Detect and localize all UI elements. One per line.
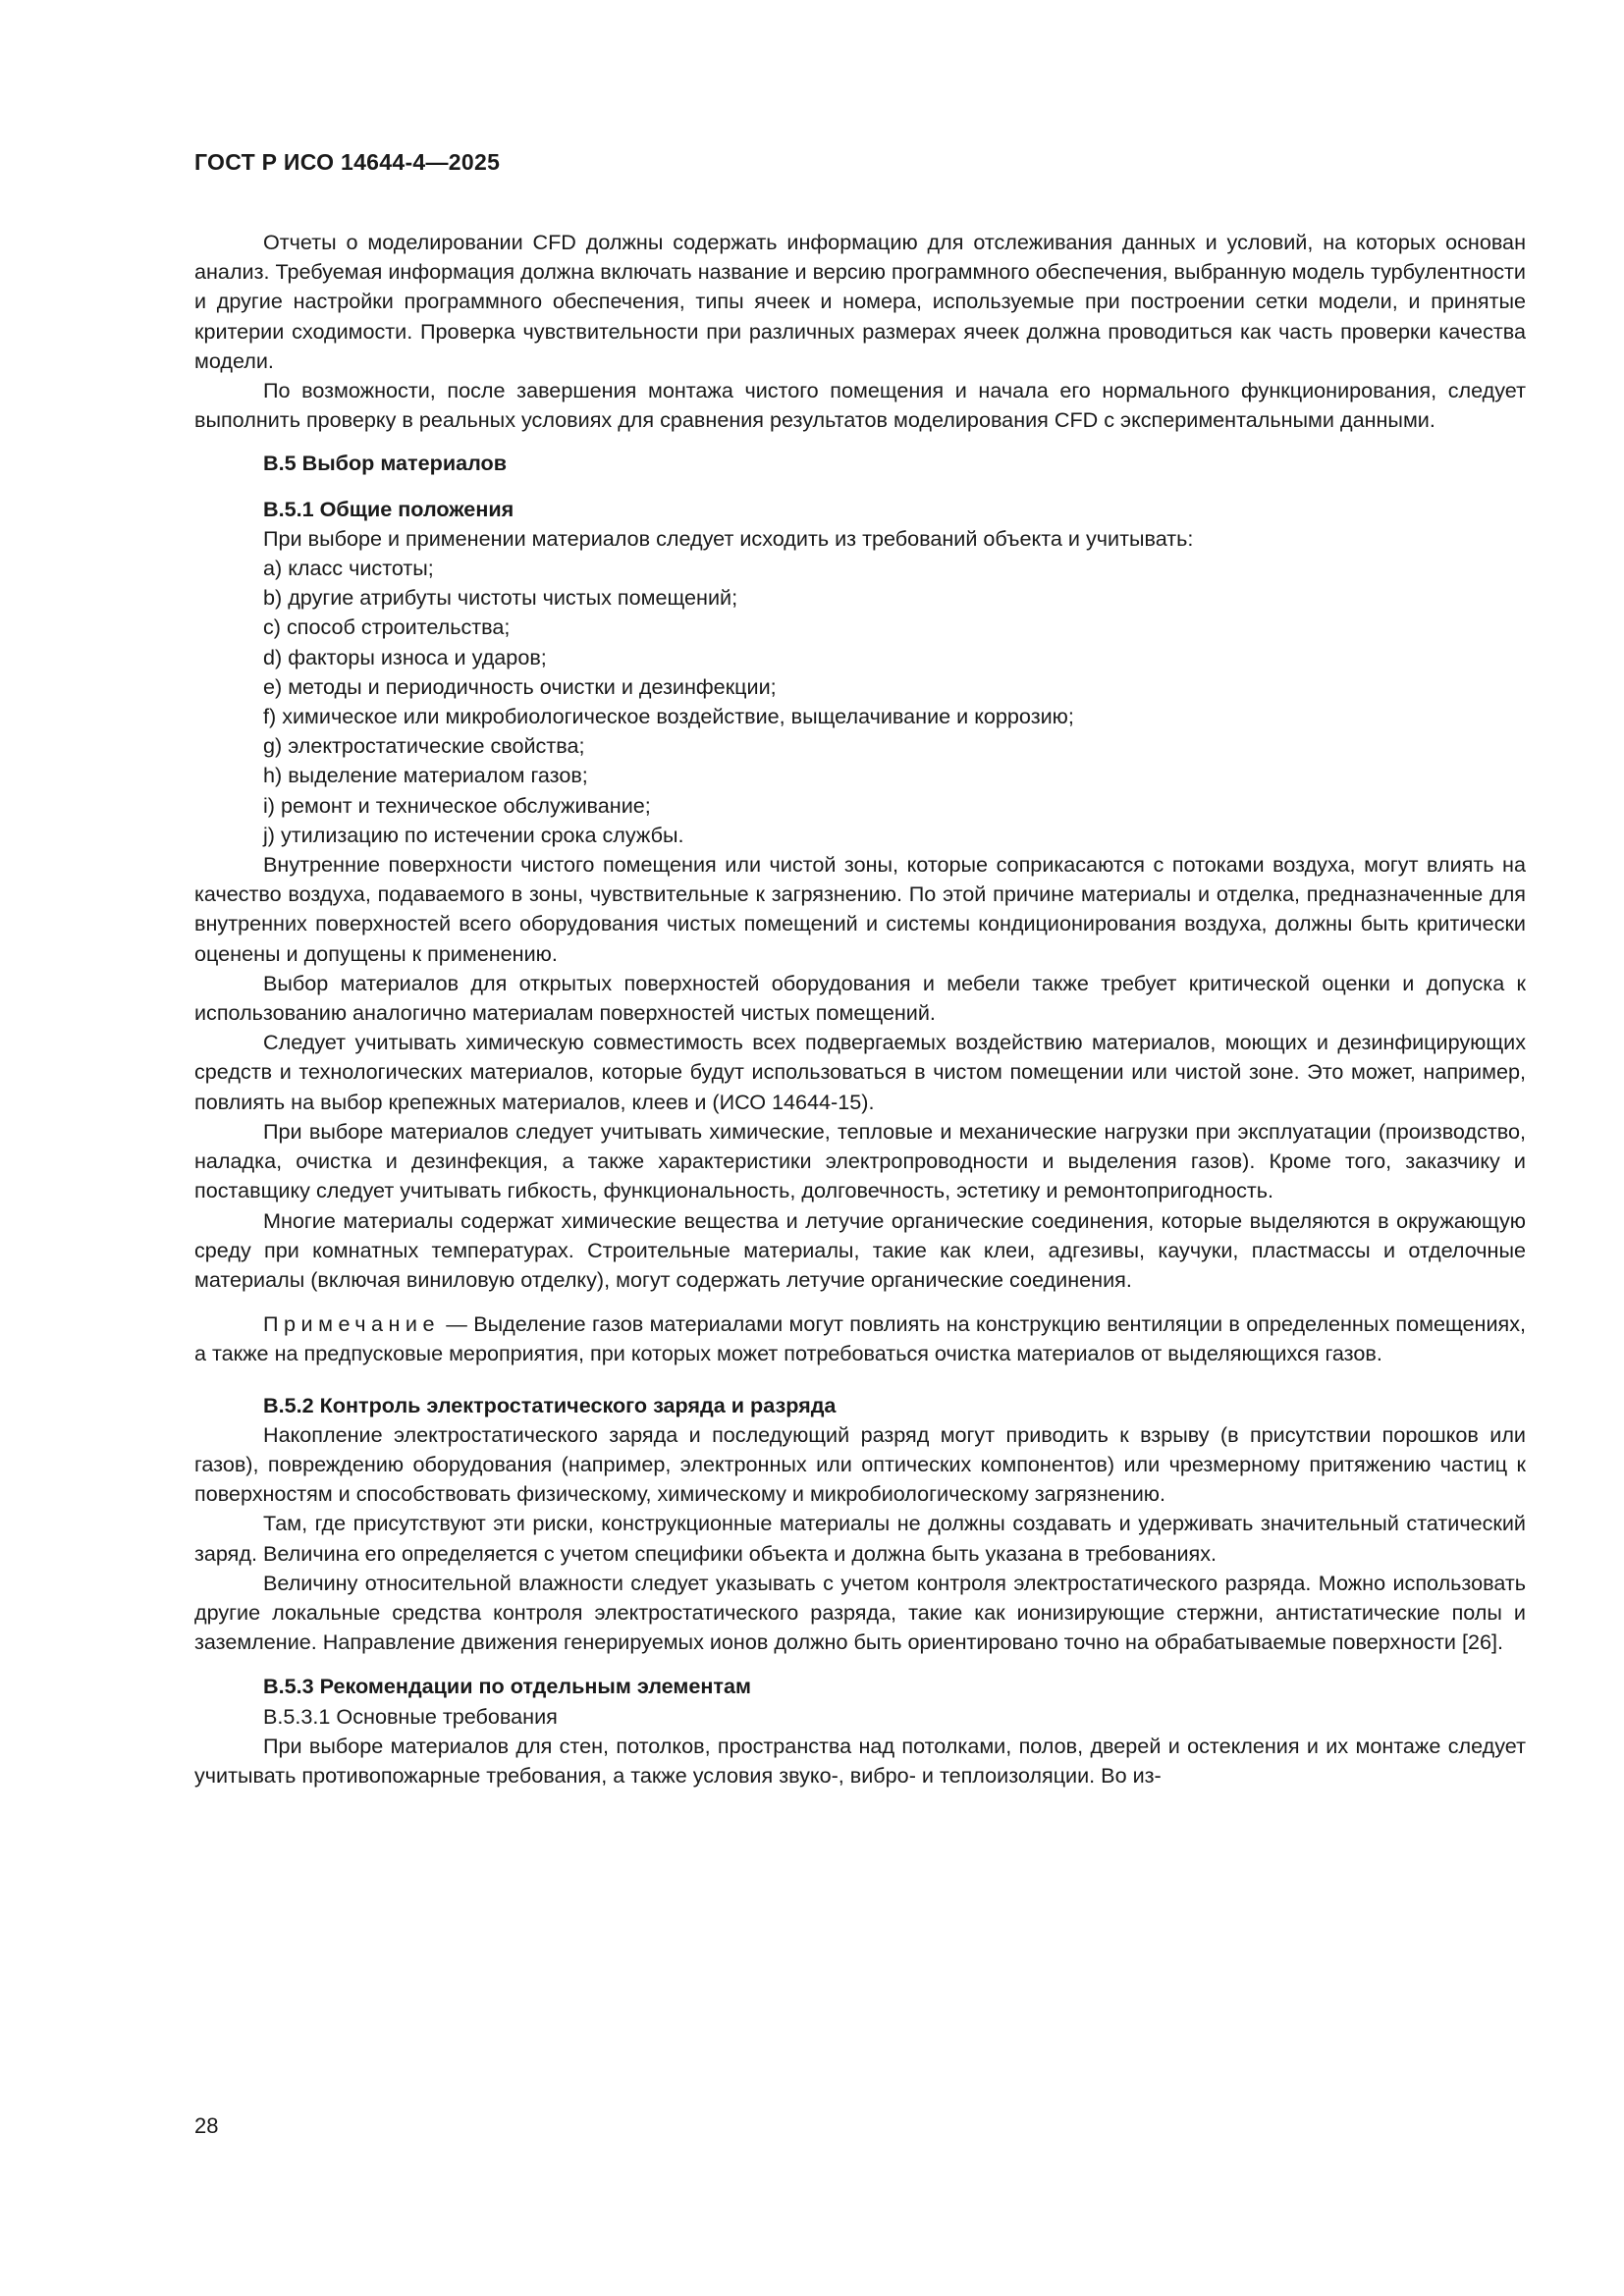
list-item: a) класс чистоты; [263, 556, 434, 581]
paragraph-b51-p2: Выбор материалов для открытых поверхностей оборудования и мебели также требует критической оценки и допуска к использованию аналогично материалам поверхностей чистых помещений. [194, 970, 1526, 1026]
paragraph-b51-p4: При выборе материалов следует учитывать химические, тепловые и механические нагрузки при эксплуатации (производство, наладка, очистка и дезинфекция, а также характеристики электропроводности и выделения газов). Кроме того, заказчику и поставщику следует учитывать гибкость, функциональность, долговечность, эстетику и ремонтопригодность. [194, 1118, 1526, 1203]
paragraph-b51-p1: Внутренние поверхности чистого помещения или чистой зоны, которые соприкасаются с потоками воздуха, могут влиять на качество воздуха, подаваемого в зоны, чувствительные к загрязнению. По этой причине материалы и отделка, предназначенные для внутренних поверхностей всего оборудования чистых помещений и системы кондиционирования воздуха, должны быть критически оценены и допущены к применению. [194, 852, 1526, 966]
page-body [194, 228, 1526, 1790]
paragraph-b531-p1: При выборе материалов для стен, потолков, пространства над потолками, полов, дверей и остекления и их монтаже следует учитывать противопожарные требования, а также условия звуко-, вибро- и теплоизоляции. Во из- [194, 1733, 1526, 1788]
note-text: Выделение газов материалами могут повлиять на конструкцию вентиляции в определенных помещениях, а также на предпусковые мероприятия, при которых может потребоваться очистка материалов от выделяющихся газов. [194, 1311, 1526, 1366]
list-item: h) выделение материалом газов; [263, 763, 588, 788]
paragraph-b52-p2: Там, где присутствуют эти риски, конструкционные материалы не должны создавать и удерживать значительный статический заряд. Величина его определяется с учетом специфики объекта и должна быть указана в требованиях. [194, 1511, 1526, 1566]
list-item: c) способ строительства; [263, 614, 511, 640]
list-item: b) другие атрибуты чистоты чистых помещений; [263, 585, 738, 611]
paragraph-b51-p3: Следует учитывать химическую совместимость всех подвергаемых воздействию материалов, моющих и дезинфицирующих средств и технологических материалов, которые будут использоваться в чистом помещении или чистой зоне. Это может, например, повлиять на выбор крепежных материалов, клеев и (ИСО 14644-15). [194, 1030, 1526, 1114]
paragraph-b52-p1: Накопление электростатического заряда и последующий разряд могут приводить к взрыву (в присутствии порошков или газов), повреждению оборудования (например, электронных или оптических компонентов) или чрезмерному притяжению частиц к поверхностям и способствовать физическому, химическому и микробиологическому загрязнению. [194, 1421, 1526, 1507]
list-item: i) ремонт и техническое обслуживание; [263, 792, 651, 818]
paragraph-cfd-report: Отчеты о моделировании CFD должны содержать информацию для отслеживания данных и условий, на которых основан анализ. Требуемая информация должна включать название и версию программного обеспечения, выбранную модель турбулентности и другие настройки программного обеспечения, типы ячеек и номера, используемые при построении сетки модели, и принятые критерии сходимости. Проверка чувствительности при различных размерах ячеек должна проводиться как часть проверки качества модели. [194, 230, 1526, 373]
section-heading-b53: В.5.3 Рекомендации по отдельным элементам [263, 1674, 751, 1699]
list-item: e) методы и периодичность очистки и дезинфекции; [263, 673, 777, 699]
paragraph-b51-p5: Многие материалы содержат химические вещества и летучие органические соединения, которые выделяются в окружающую среду при комнатных температурах. Строительные материалы, такие как клеи, адгезивы, каучуки, пластмассы и отделочные материалы (включая виниловую отделку), могут содержать летучие органические соединения. [194, 1207, 1526, 1292]
list-item: f) химическое или микробиологическое воздействие, выщелачивание и коррозию; [263, 704, 1074, 729]
list-item: j) утилизацию по истечении срока службы. [263, 822, 684, 847]
section-heading-b52: В.5.2 Контроль электростатического заряда и разряда [263, 1392, 837, 1417]
note-paragraph [194, 1309, 1526, 1368]
note-dash: — [440, 1311, 474, 1337]
paragraph-b51-intro: При выборе и применении материалов следует исходить из требований объекта и учитывать: [263, 525, 1194, 551]
paragraph-cfd-verify: По возможности, после завершения монтажа чистого помещения и начала его нормального функционирования, следует выполнить проверку в реальных условиях для сравнения результатов моделирования CFD с экспериментальными данными. [194, 378, 1526, 433]
paragraph-b52-p3: Величину относительной влажности следует указывать с учетом контроля электростатического разряда. Можно использовать другие локальные средства контроля электростатического разряда, такие как ионизирующие стержни, антистатические полы и заземление. Направление движения генерируемых ионов должно быть ориентировано точно на обрабатываемые поверхности [26]. [194, 1570, 1526, 1655]
note-label: Примечание [263, 1311, 440, 1337]
document-code-header: ГОСТ Р ИСО 14644-4—2025 [194, 149, 501, 175]
page-number: 28 [194, 2113, 219, 2138]
subsection-heading-b531: В.5.3.1 Основные требования [263, 1703, 558, 1729]
list-item: g) электростатические свойства; [263, 733, 585, 759]
section-heading-b5: В.5 Выбор материалов [263, 451, 508, 476]
list-item: d) факторы износа и ударов; [263, 644, 547, 669]
section-heading-b51: В.5.1 Общие положения [263, 496, 514, 521]
